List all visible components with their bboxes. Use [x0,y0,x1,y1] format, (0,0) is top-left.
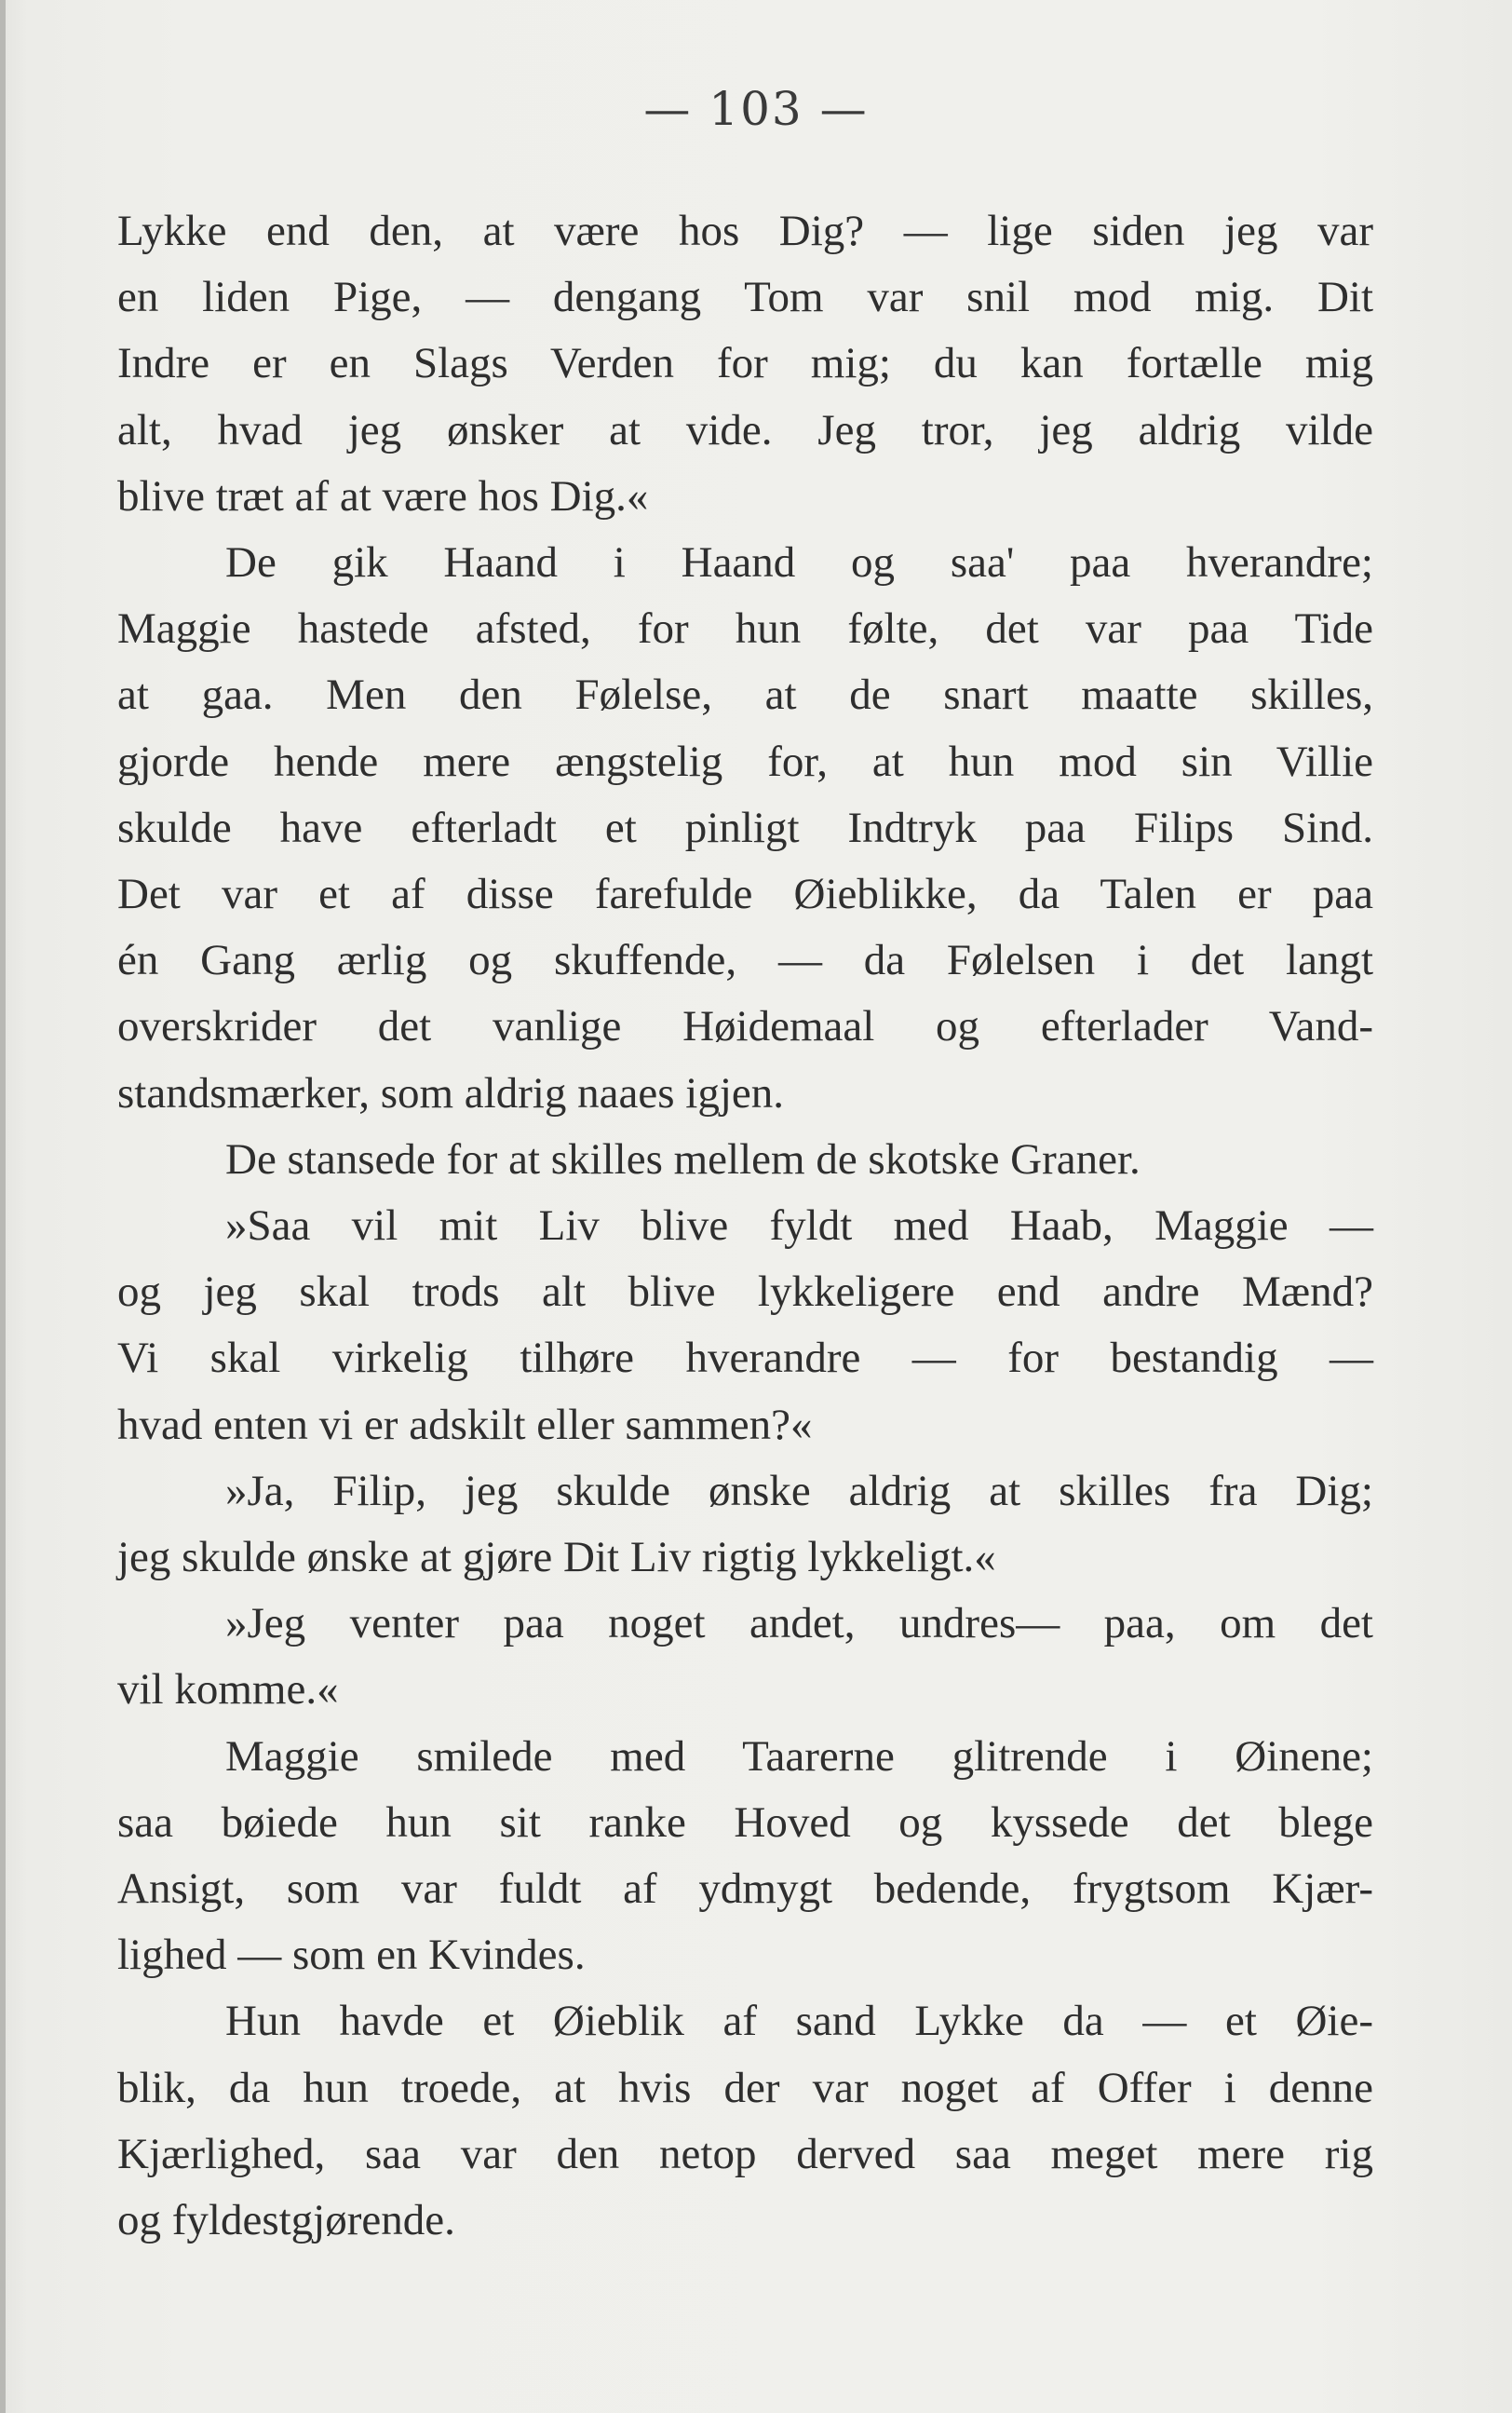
text-line-content: at gaa. Men den Følelse, at de snart maatte skilles, [117,671,1373,720]
text-line-content: alt, hvad jeg ønsker at vide. Jeg tror, jeg aldrig vilde [117,405,1373,454]
text-line [0,1723,1512,1790]
text-line [0,794,1512,861]
text-line-content: saa bøiede hun sit ranke Hoved og kyssede det blege [117,1797,1373,1847]
text-line-content: Indre er en Slags Verden for mig; du kan fortælle mig [117,339,1373,388]
text-line [0,1192,1512,1259]
text-line [0,927,1512,994]
text-line-content: blik, da hun troede, at hvis der var noget af Offer i denne [117,2063,1373,2112]
text-line [0,728,1512,795]
text-line [0,330,1512,397]
text-line [0,197,1512,264]
text-line [0,1258,1512,1325]
text-line-content: »Saa vil mit Liv blive fyldt med Haab, Maggie — [225,1201,1373,1250]
text-line-content: Lykke end den, at være hos Dig? — lige siden jeg var [117,207,1373,255]
text-line-content: De stansede for at skilles mellem de skotske Graner. [225,1134,1141,1184]
text-line [0,1789,1512,1856]
text-line [0,2121,1512,2188]
text-line-content: en liden Pige, — dengang Tom var snil mod mig. Dit [117,273,1373,322]
text-line-content: og jeg skal trods alt blive lykkeligere end andre Mænd? [117,1268,1373,1317]
text-line-content: Maggie smilede med Taarerne glitrende i Øinene; [225,1731,1373,1781]
text-line-content: »Jeg venter paa noget andet, undres— paa, om det [225,1599,1373,1648]
text-line [0,661,1512,728]
text-line-content: hvad enten vi er adskilt eller sammen?« [117,1400,813,1449]
text-line-content: skulde have efterladt et pinligt Indtryk paa Filips Sind. [117,803,1373,852]
text-line-content: Vi skal virkelig tilhøre hverandre — for bestandig — [117,1334,1373,1383]
text-line [0,1921,1512,1988]
text-line [0,1324,1512,1391]
text-line [0,264,1512,331]
text-line-content: jeg skulde ønske at gjøre Dit Liv rigtig lykkeligt.« [117,1533,996,1581]
text-line [0,861,1512,928]
text-line-content: Det var et af disse farefulde Øieblikke, da Talen er paa [117,870,1373,918]
text-line [0,1855,1512,1922]
text-line-content: og fyldestgjørende. [117,2196,455,2244]
text-line [0,1126,1512,1193]
text-line [0,529,1512,596]
text-line-content: standsmærker, som aldrig naaes igjen. [117,1068,785,1118]
text-line [0,1590,1512,1657]
text-line-content: vil komme.« [117,1665,339,1715]
text-line [0,1457,1512,1525]
text-line [0,1391,1512,1458]
text-line [0,1060,1512,1127]
text-line-content: Hun havde et Øieblik af sand Lykke da — et Øie- [225,1997,1373,2046]
text-line [0,993,1512,1060]
text-line [0,463,1512,530]
text-line-content: lighed — som en Kvindes. [117,1931,586,1980]
text-line [0,2187,1512,2254]
text-line-content: Maggie hastede afsted, for hun følte, det var paa Tide [117,604,1373,654]
text-line [0,1524,1512,1591]
page-number: — 103 — [643,82,869,136]
text-line-content: overskrider det vanlige Høidemaal og efterlader Vand- [117,1002,1373,1051]
text-line [0,397,1512,464]
text-line-content: blive træt af at være hos Dig.« [117,471,649,521]
text-line-content: De gik Haand i Haand og saa' paa hverandre; [225,538,1373,587]
text-line [0,2054,1512,2122]
text-line [0,1656,1512,1723]
text-line-content: »Ja, Filip, jeg skulde ønske aldrig at skilles fra Dig; [225,1466,1373,1515]
text-line-content: Kjærlighed, saa var den netop derved saa meget mere rig [117,2129,1373,2178]
text-line [0,595,1512,662]
text-line [0,1987,1512,2054]
text-line-content: én Gang ærlig og skuffende, — da Følelsen i det langt [117,936,1373,985]
text-line-content: gjorde hende mere ængstelig for, at hun mod sin Villie [117,737,1373,786]
text-line-content: Ansigt, som var fuldt af ydmygt bedende, frygtsom Kjær- [117,1864,1373,1913]
